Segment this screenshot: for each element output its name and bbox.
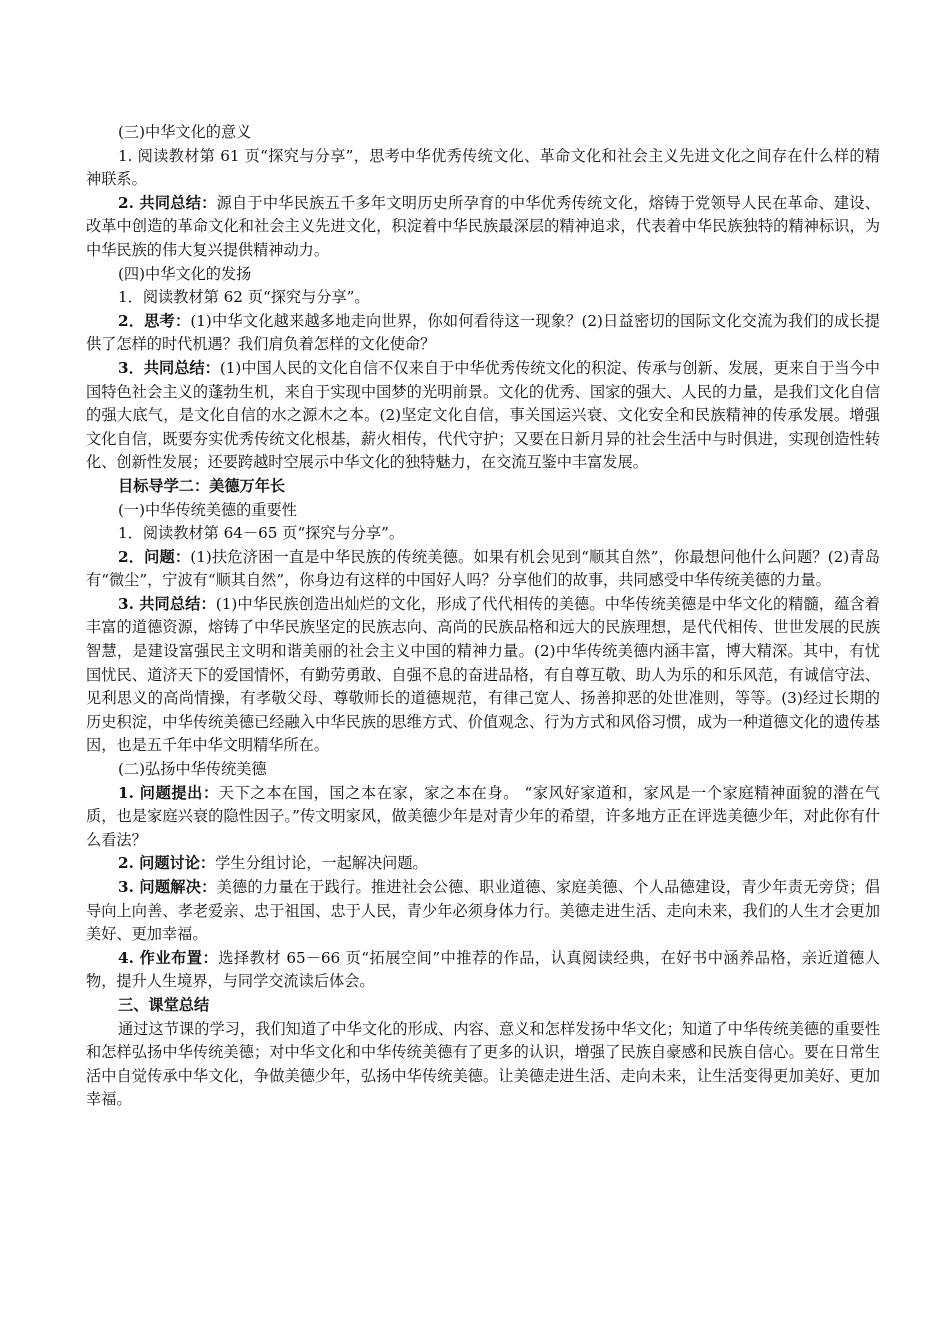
paragraph-text: (四)中华文化的发扬 (118, 264, 252, 283)
paragraph-text: 源自于中华民族五千多年文明历史所孕育的中华优秀传统文化，熔铸于党领导人民在革命、建设、改革中创造的革命文化和社会主义先进文化，积淀着中华民族最深层的精神追求，代表着中华民族独特的精神标识，为中华民族的伟大复兴提供精神动力。 (86, 193, 880, 259)
section-heading-culture-promotion (86, 263, 880, 287)
paragraph-text: 选择教材 65－66 页“拓展空间”中推荐的作品，认真阅读经典，在好书中涵养品格，亲近道德人物，提升人生境界，与同学交流读后体会。 (86, 948, 880, 991)
paragraph-lead: 目标导学二：美德万年长 (118, 476, 286, 495)
paragraph-problem-discussion (86, 852, 880, 876)
paragraph-lead: 2．问题： (118, 547, 191, 566)
paragraph-text: 天下之本在国，国之本在家，家之本在身。 “家风好家道和，家风是一个家庭精神面貌的潜在气质，也是家庭兴衰的隐性因子。”传文明家风，做美德少年是对青少年的希望，许多地方正在评选美德少年，对此你有什么看法？ (86, 783, 880, 849)
paragraph-summary-virtue (86, 593, 880, 758)
paragraph-text: (1)扶危济困一直是中华民族的传统美德。如果有机会见到“顺其自然”，你最想问他什么问题？(2)青岛有“微尘”，宁波有“顺其自然”，你身边有这样的中国好人吗？分享他们的故事，共同感受中华传统美德的力量。 (86, 547, 880, 590)
paragraph-text: (二)弘扬中华传统美德 (118, 760, 267, 779)
paragraph-lead: 三、课堂总结 (118, 995, 210, 1014)
paragraph-summary-spirit (86, 192, 880, 263)
paragraph-lead: 2. 共同总结： (118, 193, 217, 212)
paragraph-homework (86, 947, 880, 994)
section-heading-virtue-importance (86, 499, 880, 523)
paragraph-read-textbook-64 (86, 522, 880, 546)
paragraph-text: 1．阅读教材第 62 页“探究与分享”。 (118, 288, 370, 307)
paragraph-text: 美德的力量在于践行。推进社会公德、职业道德、家庭美德、个人品德建设，青少年责无旁贷；倡导向上向善、孝老爱亲、忠于祖国、忠于人民，青少年必须身体力行。美德走进生活、走向未来，我们的人生才会更加美好、更加幸福。 (86, 878, 880, 944)
paragraph-lead: 3. 问题解决： (118, 878, 217, 896)
paragraph-lead: 3. 共同总结： (118, 594, 216, 613)
section-heading-promote-virtue (86, 758, 880, 782)
paragraph-text: (1)中华民族创造出灿烂的文化，形成了代代相传的美德。中华传统美德是中华文化的精髓，蕴含着丰富的道德资源，熔铸了中华民族坚定的民族志向、高尚的民族品格和远大的民族理想，是代代相传、世世发展的民族智慧，是建设富强民主文明和谐美丽的社会主义中国的精神力量。(2)中华传统美德内涵丰富，博大精深。其中，有忧国忧民、道济天下的爱国情怀，有勤劳勇敢、自强不息的奋进品格，有自尊互敬、助人为乐的和乐风范，有诚信守法、见利思义的高尚情操，有孝敬父母、尊敬师长的道德规范，有律己宽人、扬善抑恶的处世准则，等等。(3)经过长期的历史积淀，中华传统美德已经融入中华民族的思维方式、价值观念、行为方式和风俗习惯，成为一种道德文化的遗传基因，也是五千年中华文明精华所在。 (86, 594, 880, 755)
paragraph-question (86, 546, 880, 593)
paragraph-text: (1)中国人民的文化自信不仅来自于中华优秀传统文化的积淀、传承与创新、发展，更来自于当今中国特色社会主义的蓬勃生机，来自于实现中国梦的光明前景。文化的优秀、国家的强大、人民的力量，是我们文化自信的强大底气，是文化自信的水之源木之本。(2)坚定文化自信，事关国运兴衰、文化安全和民族精神的传承发展。增强文化自信，既要夯实优秀传统文化根基，薪火相传，代代守护；又要在日新月异的社会生活中与时俱进，实现创造性转化、创新性发展；还要跨越时空展示中华文化的独特魅力，在交流互鉴中丰富发展。 (86, 358, 880, 472)
paragraph-read-textbook-62 (86, 286, 880, 310)
paragraph-lead: 4. 作业布置： (118, 948, 219, 967)
paragraph-text: 1．阅读教材第 64－65 页“探究与分享”。 (118, 524, 405, 543)
paragraph-lead: 1. 问题提出： (118, 783, 219, 802)
paragraph-think (86, 310, 880, 357)
paragraph-text: 1. 阅读教材第 61 页“探究与分享”，思考中华优秀传统文化、革命文化和社会主义先进文化之间存在什么样的精神联系。 (86, 146, 880, 189)
paragraph-read-textbook-61 (86, 145, 880, 192)
paragraph-text: 学生分组讨论，一起解决问题。 (215, 854, 428, 873)
paragraph-lead: 2. 问题讨论： (118, 854, 216, 873)
section-heading-class-summary (86, 994, 880, 1018)
paragraph-text: (三)中华文化的意义 (118, 123, 252, 141)
paragraph-problem-solution (86, 876, 880, 947)
section-heading-culture-significance (86, 121, 880, 145)
paragraph-problem-raised (86, 782, 880, 853)
paragraph-class-summary (86, 1018, 880, 1112)
paragraph-text: (一)中华传统美德的重要性 (118, 500, 297, 519)
paragraph-text: 通过这节课的学习，我们知道了中华文化的形成、内容、意义和怎样发扬中华文化；知道了中华传统美德的重要性和怎样弘扬中华传统美德；对中华文化和中华传统美德有了更多的认识，增强了民族自豪感和民族自信心。要在日常生活中自觉传承中华文化，争做美德少年，弘扬中华传统美德。让美德走进生活、走向未来，让生活变得更加美好、更加幸福。 (86, 1019, 880, 1109)
document-page (86, 121, 880, 1112)
paragraph-summary-confidence (86, 357, 880, 475)
paragraph-lead: 3．共同总结： (118, 358, 220, 377)
paragraph-lead: 2．思考： (118, 311, 191, 330)
paragraph-text: (1)中华文化越来越多地走向世界，你如何看待这一现象？(2)日益密切的国际文化交流为我们的成长提供了怎样的时代机遇？我们肩负着怎样的文化使命？ (86, 311, 880, 354)
section-heading-goal-two (86, 475, 880, 499)
